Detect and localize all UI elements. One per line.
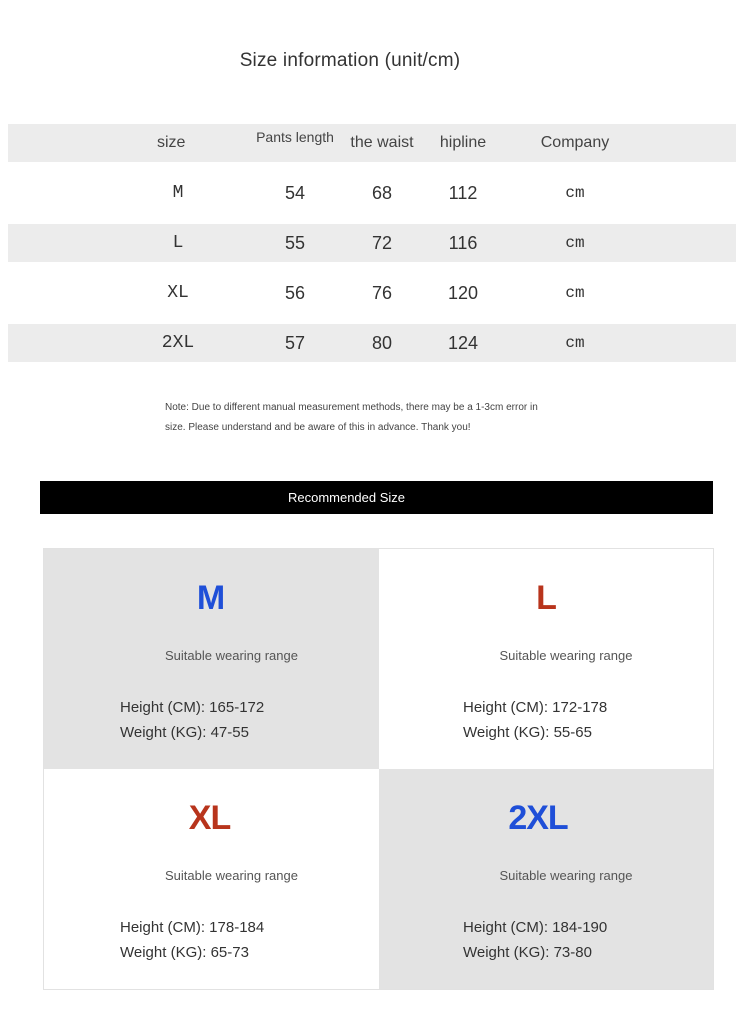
cell-hipline: 124 [447, 332, 479, 353]
recommend-subtitle: Suitable wearing range [165, 648, 298, 663]
table-row [8, 324, 736, 362]
banner-label: Recommended Size [287, 490, 406, 505]
recommend-subtitle: Suitable wearing range [499, 868, 633, 883]
recommend-size-label: XL [188, 799, 231, 837]
recommend-card-m [44, 549, 379, 769]
cell-hipline: 116 [448, 232, 478, 253]
note-line-1: Note: Due to different manual measurement methods, there may be a 1-3cm error in [165, 402, 538, 413]
recommend-weight: Weight (KG): 73-80 [463, 944, 592, 961]
header-size: size [157, 134, 186, 151]
cell-hipline: 120 [447, 282, 479, 303]
cell-pants-length: 54 [284, 182, 306, 203]
recommend-size-label: L [536, 579, 556, 617]
cell-pants-length: 56 [284, 282, 306, 303]
recommend-subtitle: Suitable wearing range [165, 868, 298, 883]
cell-size: XL [167, 283, 189, 303]
recommend-height: Height (CM): 172-178 [463, 699, 608, 716]
cell-waist: 68 [371, 182, 393, 203]
recommend-height: Height (CM): 165-172 [120, 699, 265, 716]
recommended-size-banner [40, 481, 713, 514]
header-pants-length: Pants length [256, 129, 334, 145]
table-row [8, 262, 736, 324]
table-row [8, 224, 736, 262]
recommend-weight: Weight (KG): 65-73 [120, 944, 249, 961]
recommend-subtitle: Suitable wearing range [499, 648, 633, 663]
cell-pants-length: 55 [284, 232, 306, 253]
header-hipline: hipline [439, 134, 487, 151]
header-waist: the waist [350, 134, 414, 151]
page-title: Size information (unit/cm) [239, 50, 461, 71]
recommend-height: Height (CM): 178-184 [120, 919, 265, 936]
cell-unit: cm [565, 334, 585, 352]
recommend-card-l [379, 549, 713, 769]
header-company: Company [540, 134, 610, 151]
cell-unit: cm [565, 284, 585, 302]
measurement-note [165, 398, 595, 438]
note-line-2: size. Please understand and be aware of this in advance. Thank you! [165, 422, 471, 433]
cell-unit: cm [565, 234, 585, 252]
cell-hipline: 112 [448, 182, 478, 203]
cell-waist: 76 [371, 282, 393, 303]
recommendation-grid [43, 548, 714, 990]
cell-waist: 80 [371, 332, 393, 353]
cell-size: 2XL [161, 333, 195, 353]
recommend-size-label: M [196, 579, 225, 617]
cell-unit: cm [565, 184, 585, 202]
recommend-height: Height (CM): 184-190 [463, 919, 608, 936]
recommend-weight: Weight (KG): 47-55 [120, 724, 249, 741]
table-row [8, 162, 736, 224]
cell-waist: 72 [371, 232, 393, 253]
table-header [8, 124, 736, 162]
recommend-weight: Weight (KG): 55-65 [463, 724, 592, 741]
cell-size: M [172, 183, 184, 203]
cell-pants-length: 57 [284, 332, 306, 353]
recommend-card-2xl [379, 769, 713, 989]
size-table [8, 124, 736, 362]
recommend-card-xl [44, 769, 379, 989]
cell-size: L [172, 233, 184, 253]
recommend-size-label: 2XL [508, 799, 568, 837]
